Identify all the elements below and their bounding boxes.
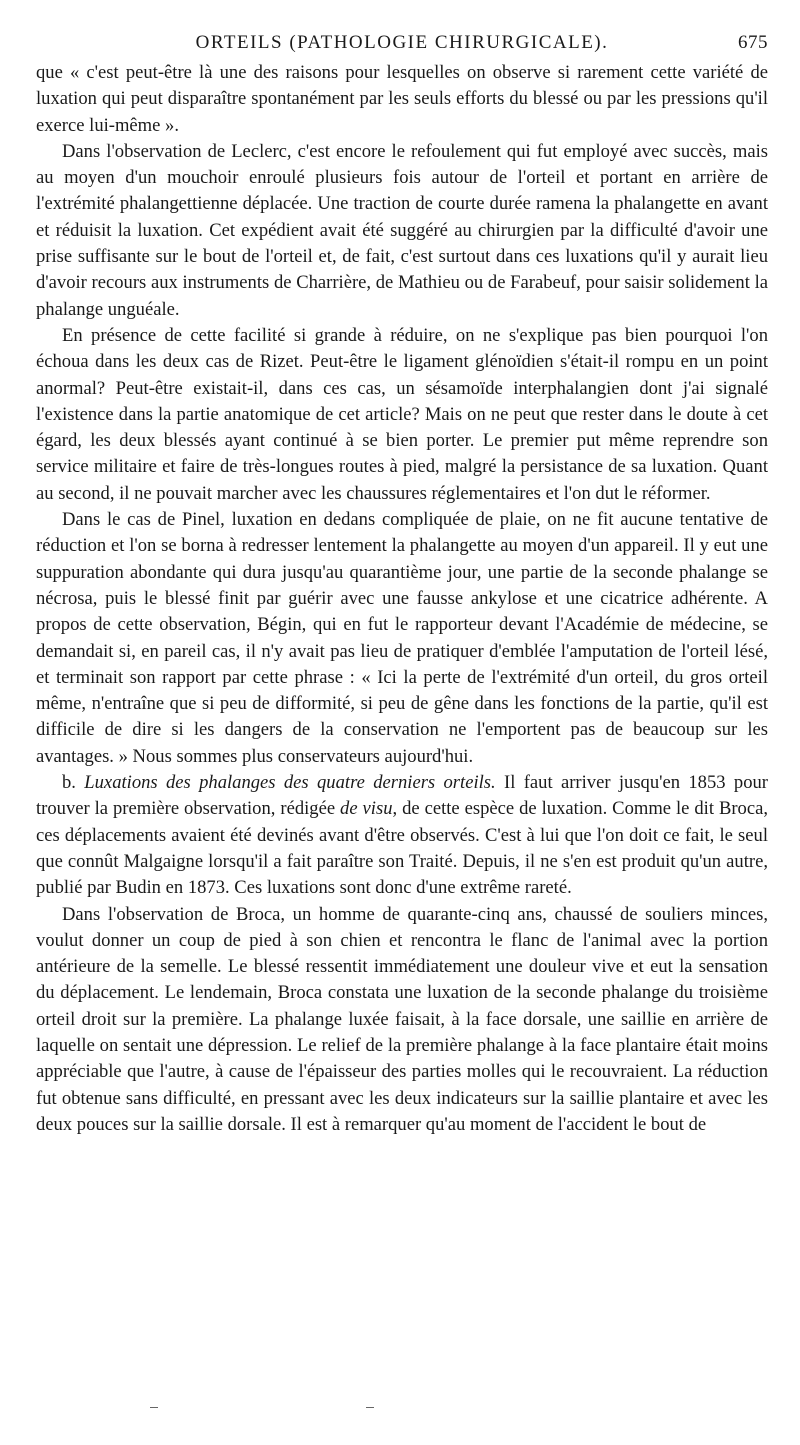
paragraph-1: que « c'est peut-être là une des raisons pour lesquelles on observe si rarement cette variété de luxation qui peut disparaître spontanément par les seuls efforts du blessé ou par les pressions qu'il exerce lui-même ». xyxy=(36,62,768,136)
footer-dash xyxy=(150,1407,158,1408)
italic-phrase: de visu xyxy=(340,798,393,820)
running-header xyxy=(36,26,768,60)
section-b-paragraph xyxy=(36,770,768,901)
page-number: 675 xyxy=(738,32,768,53)
section-text-before: Il faut arriver jusqu'en 1853 pour trouver la première observation, rédigée xyxy=(36,772,768,820)
running-title: ORTEILS (PATHOLOGIE CHIRURGICALE). xyxy=(195,32,609,53)
document-page xyxy=(36,26,768,1138)
body-text xyxy=(36,60,768,1138)
paragraph-final: Dans l'observation de Broca, un homme de quarante-cinq ans, chaussé de souliers minces, voulut donner un coup de pied à son chien et rencontra le flanc de l'animal avec la portion antérieure de la semelle. Le blessé ressentit immédiatement une douleur vive et eut la sensation du déplacement. Le lendemain, Broca constata une luxation de la seconde phalange du troisième orteil droit sur la première. La phalange luxée faisait, à la face dorsale, une saillie en arrière de laquelle on sentait une dépression. Le relief de la première phalange à la face plantaire était moins appréciable que l'autre, à cause de l'épaisseur des parties molles qui le recouvraient. La réduction fut obtenue sans difficulté, en pressant avec les deux indicateurs sur la saillie plantaire et avec les deux pouces sur la saillie dorsale. Il est à remarquer qu'au moment de l'accident le bout de xyxy=(36,903,768,1135)
paragraph-2: Dans l'observation de Leclerc, c'est encore le refoulement qui fut employé avec succès, mais au moyen d'un mouchoir enroulé plusieurs fois autour de l'orteil et portant en arrière de l'extrémité phalangettienne déplacée. Une traction de courte durée ramena la phalangette en avant et réduisit la luxation. Cet expédient avait été suggéré au chirurgien par la difficulté d'avoir une prise suffisante sur le bout de l'orteil et, de fait, c'est surtout dans ces luxations qu'il y aurait lieu d'avoir recours aux instruments de Charrière, de Mathieu ou de Farabeuf, pour saisir solidement la phalange unguéale. xyxy=(36,140,768,320)
section-text-after: , de cette espèce de luxation. Comme le dit Broca, ces déplacements avaient été devinés avant d'être observés. C'est à lui que l'on doit ce fait, le seul que connût Malgaigne lorsqu'il a fait paraître son Traité. Depuis, il ne s'en est produit qu'un autre, publié par Budin en 1873. Ces luxations sont donc d'une extrême rareté. xyxy=(36,798,768,899)
footer-dash xyxy=(366,1407,374,1408)
section-marker: b. xyxy=(62,772,76,794)
paragraph-3: En présence de cette facilité si grande à réduire, on ne s'explique pas bien pourquoi l'on échoua dans les deux cas de Rizet. Peut-être le ligament glénoïdien s'était-il rompu en un point anormal? Peut-être existait-il, dans ces cas, un sésamoïde interphalangien dont j'ai signalé l'existence dans la partie anatomique de cet article? Mais on ne peut que rester dans le doute à cet égard, les deux blessés ayant continué à se bien porter. Le premier put même reprendre son service militaire et faire de très-longues routes à pied, malgré la persistance de sa luxation. Quant au second, il ne pouvait marcher avec les chaussures réglementaires et l'on dut le réformer. xyxy=(36,324,768,504)
footer-marks xyxy=(150,1403,390,1413)
paragraph-4: Dans le cas de Pinel, luxation en dedans compliquée de plaie, on ne fit aucune tentative de réduction et l'on se borna à redresser lentement la phalangette au moyen d'un appareil. Il y eut une suppuration abondante qui dura jusqu'au quarantième jour, une partie de la seconde phalange se nécrosa, puis le blessé finit par guérir avec une fausse ankylose et une cicatrice adhérente. A propos de cette observation, Bégin, qui en fut le rapporteur devant l'Académie de médecine, se demandait si, en pareil cas, il n'y avait pas lieu de pratiquer d'emblée l'amputation de l'orteil lésé, et terminait son rapport par cette phrase : « Ici la perte de l'extrémité d'un orteil, du gros orteil même, n'entraîne que si peu de difformité, si peu de gêne dans les fonctions de la partie, qu'il est difficile de dire si les dangers de la conservation ne l'emportent pas de beaucoup sur les avantages. » Nous sommes plus conservateurs aujourd'hui. xyxy=(36,509,768,767)
section-heading: Luxations des phalanges des quatre derniers orteils. xyxy=(84,772,496,794)
